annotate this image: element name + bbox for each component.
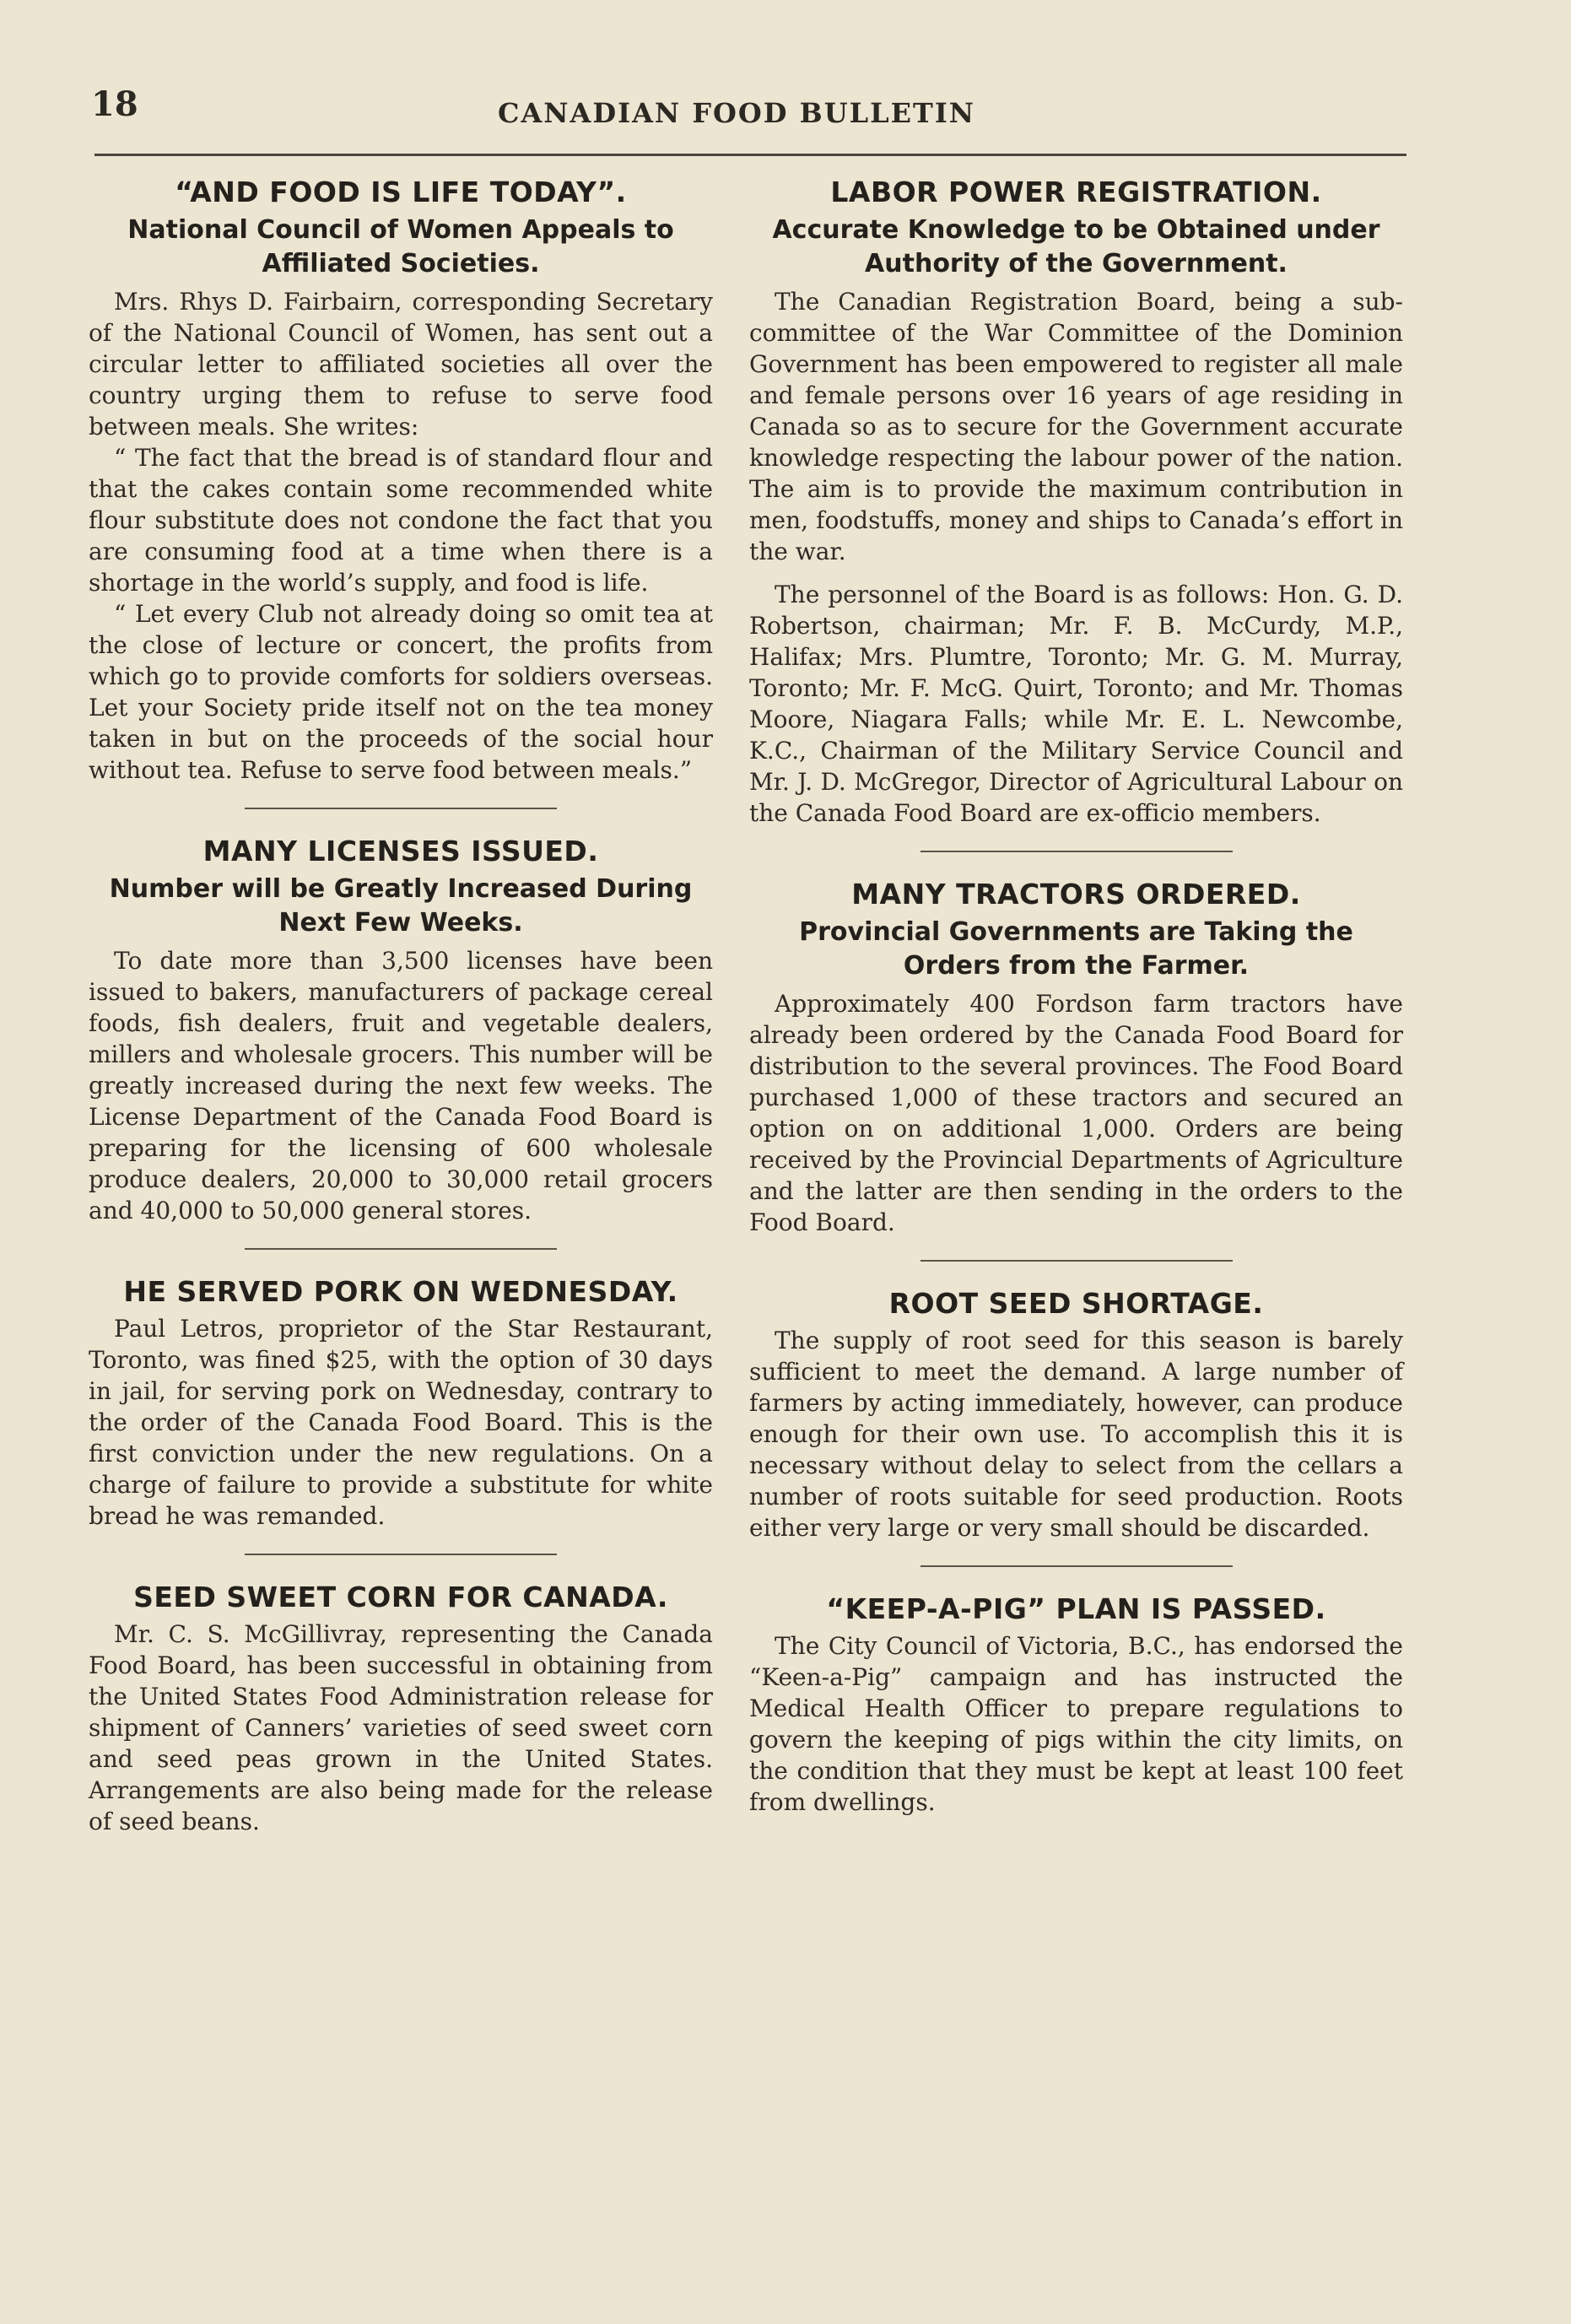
- article-headline: “AND FOOD IS LIFE TODAY”.: [175, 176, 627, 208]
- article-many-tractors: [749, 878, 1403, 1238]
- section-divider: [245, 1248, 557, 1250]
- article-paragraph: The Canadian Registration Board, being a sub-committee of the War Committee of the Dominion Government has been empowered to register all male and female persons over 16 years of age residing in Canada so as to secure for the Government accurate knowledge respecting the labour power of the nation. The aim is to provide the maximum contribution in men, foodstuffs, money and ships to Canada’s effort in the war.: [749, 288, 1403, 565]
- running-title: CANADIAN FOOD BULLETIN: [498, 97, 976, 129]
- article-seed-sweet-corn: [89, 1581, 713, 1837]
- article-headline: “KEEP-A-PIG” PLAN IS PASSED.: [826, 1592, 1326, 1625]
- article-paragraph: “ Let every Club not already doing so omit tea at the close of lecture or concert, the profits from which go to provide comforts for soldiers overseas. Let your Society pride itself not on the tea money taken in but on the proceeds of the social hour without tea. Refuse to serve food between meals.”: [89, 600, 713, 784]
- article-headline: HE SERVED PORK ON WEDNESDAY.: [123, 1275, 678, 1308]
- article-subhead: National Council of Women Appeals to Affiliated Societies.: [127, 215, 674, 278]
- section-divider: [920, 1260, 1233, 1262]
- article-paragraph: Mr. C. S. McGillivray, representing the Canada Food Board, has been successful in obtaining from the United States Food Administration release for shipment of Canners’ varieties of seed sweet corn and seed peas grown in the United States. Arrangements are also being made for the release of seed beans.: [89, 1620, 713, 1835]
- section-divider: [245, 808, 557, 809]
- article-served-pork: [89, 1275, 713, 1532]
- article-paragraph: The supply of root seed for this season is barely sufficient to meet the demand. A large number of farmers by acting immediately, however, can produce enough for their own use. To accomplish this it is necessary without delay to select from the cellars a number of roots suitable for seed production. Roots either very large or very small should be discarded.: [749, 1327, 1403, 1542]
- article-subhead: Number will be Greatly Increased During Next Few Weeks.: [109, 874, 693, 938]
- article-headline: LABOR POWER REGISTRATION.: [830, 176, 1322, 208]
- article-headline: MANY TRACTORS ORDERED.: [851, 878, 1301, 911]
- article-paragraph: To date more than 3,500 licenses have been issued to bakers, manufacturers of package cereal foods, fish dealers, fruit and vegetable dealers, millers and wholesale grocers. This number will be greatly increased during the next few weeks. The License Department of the Canada Food Board is preparing for the licensing of 600 wholesale produce dealers, 20,000 to 30,000 retail grocers and 40,000 to 50,000 general stores.: [89, 947, 713, 1224]
- article-food-is-life: [89, 176, 713, 786]
- article-paragraph: Paul Letros, proprietor of the Star Restaurant, Toronto, was fined $25, with the option of 30 days in jail, for serving pork on Wednesday, contrary to the order of the Canada Food Board. This is the first conviction under the new regulations. On a charge of failure to provide a substitute for white bread he was remanded.: [89, 1315, 713, 1530]
- left-column: [89, 176, 713, 1837]
- article-labor-power: [749, 176, 1403, 829]
- right-column: [749, 176, 1403, 1818]
- article-paragraph: Approximately 400 Fordson farm tractors have already been ordered by the Canada Food Board for distribution to the several provinces. The Food Board purchased 1,000 of these tractors and secured an option on on additional 1,000. Orders are being received by the Provincial Departments of Agriculture and the latter are then sending in the orders to the Food Board.: [749, 990, 1403, 1236]
- article-headline: MANY LICENSES ISSUED.: [202, 835, 599, 867]
- article-paragraph: The City Council of Victoria, B.C., has endorsed the “Keen-a-Pig” campaign and has instructed the Medical Health Officer to prepare regulations to govern the keeping of pigs within the city limits, on the condition that they must be kept at least 100 feet from dwellings.: [749, 1632, 1403, 1816]
- article-root-seed: [749, 1287, 1403, 1543]
- article-subhead: Provincial Governments are Taking the Orders from the Farmer.: [799, 917, 1353, 981]
- article-paragraph: Mrs. Rhys D. Fairbairn, corresponding Secretary of the National Council of Women, has sent out a circular letter to affiliated societies all over the country urging them to refuse to serve food between meals. She writes:: [89, 288, 713, 440]
- article-paragraph: The personnel of the Board is as follows: Hon. G. D. Robertson, chairman; Mr. F. B. McCurdy, M.P., Halifax; Mrs. Plumtre, Toronto; Mr. G. M. Murray, Toronto; Mr. F. McG. Quirt, Toronto; and Mr. Thomas Moore, Niagara Falls; while Mr. E. L. Newcombe, K.C., Chairman of the Military Service Council and Mr. J. D. McGregor, Director of Agricultural Labour on the Canada Food Board are ex-officio members.: [749, 581, 1403, 827]
- section-divider: [920, 851, 1233, 852]
- section-divider: [245, 1554, 557, 1555]
- page-number: 18: [91, 84, 138, 124]
- article-paragraph: “ The fact that the bread is of standard flour and that the cakes contain some recommended white flour substitute does not condone the fact that you are consuming food at a time when there is a shortage in the world’s supply, and food is life.: [89, 444, 713, 597]
- article-subhead: Accurate Knowledge to be Obtained under Authority of the Government.: [772, 215, 1380, 278]
- article-headline: ROOT SEED SHORTAGE.: [888, 1287, 1264, 1320]
- article-many-licenses: [89, 835, 713, 1226]
- article-headline: SEED SWEET CORN FOR CANADA.: [133, 1581, 668, 1613]
- header-rule: [94, 154, 1406, 156]
- section-divider: [920, 1565, 1233, 1567]
- article-keep-a-pig: [749, 1592, 1403, 1818]
